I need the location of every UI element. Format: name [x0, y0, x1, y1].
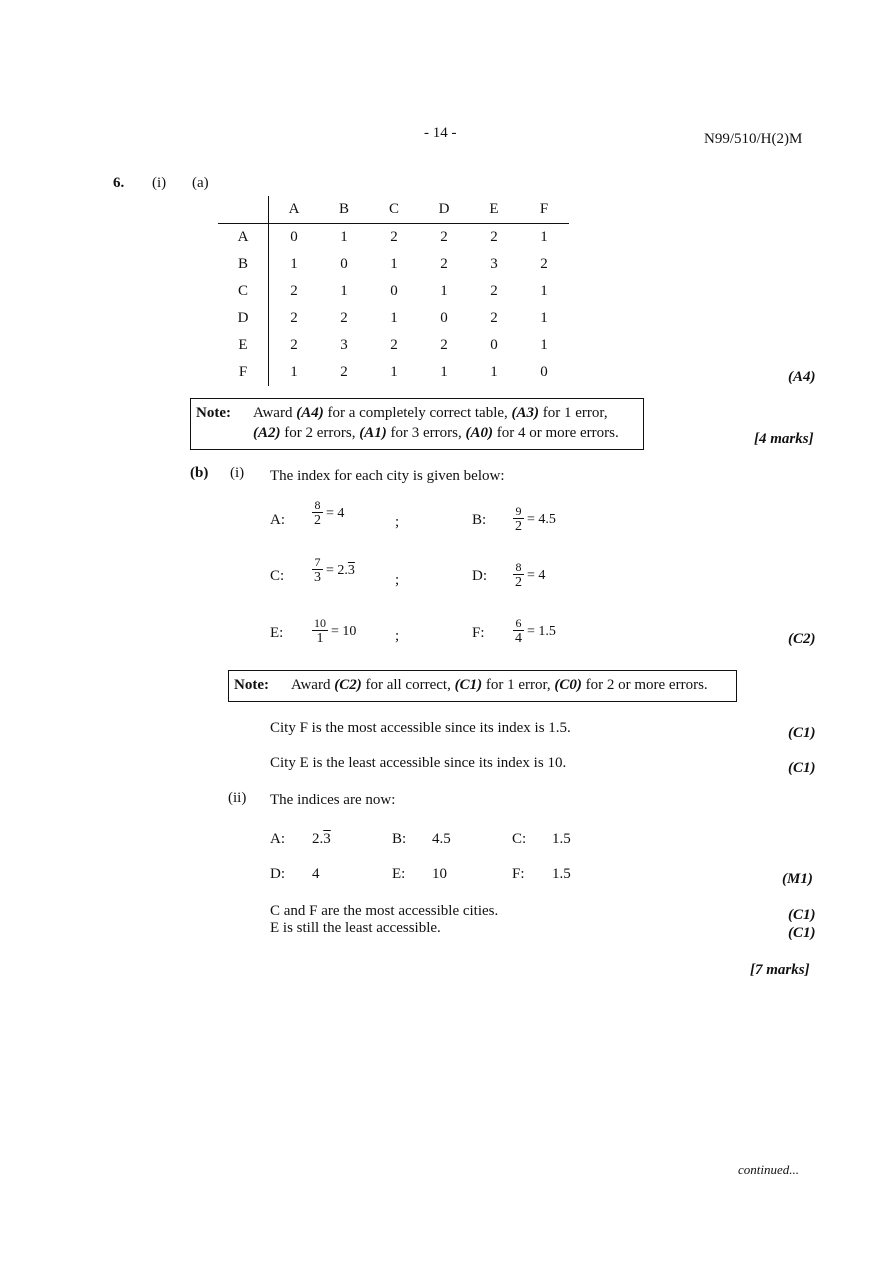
- note-table-marking: [190, 398, 644, 450]
- table-cell: 2: [290, 337, 298, 353]
- new-index-value: 4.5: [432, 831, 451, 847]
- note-text: for 4 or more errors.: [492, 425, 619, 441]
- fraction-numerator: 7: [314, 555, 321, 569]
- table-col-header: E: [469, 196, 519, 224]
- table-cell: 1: [440, 364, 448, 380]
- document-code: N99/510/H(2)M: [704, 131, 803, 147]
- table-cell: 1: [290, 256, 298, 272]
- table-col-header: C: [369, 196, 419, 224]
- table-cell: 1: [440, 283, 448, 299]
- note-text: Award: [253, 405, 297, 421]
- fraction-result: = 4: [326, 505, 345, 521]
- index-city-label: A:: [270, 512, 285, 528]
- new-index-value: [312, 831, 331, 848]
- table-cell: 2: [490, 310, 498, 326]
- new-index-city: D:: [270, 866, 285, 882]
- table-cell: 2: [440, 256, 448, 272]
- index-fraction-c: [312, 556, 355, 585]
- part-ii-label: (ii): [228, 790, 247, 806]
- note-text: for 3 errors,: [386, 425, 466, 441]
- mark-c1-c: (C1): [788, 907, 816, 923]
- fraction-recurring-digit: 3: [347, 562, 355, 578]
- note-mark: (A2): [253, 425, 281, 441]
- fraction-result: = 10: [331, 623, 357, 639]
- note-mark: (A0): [465, 425, 493, 441]
- note-text: Award: [291, 677, 335, 693]
- conclusion-least-accessible: City E is the least accessible since its index is 10.: [270, 755, 567, 771]
- mark-c1-most: (C1): [788, 725, 816, 741]
- table-cell: 1: [390, 364, 398, 380]
- table-cell: 0: [290, 229, 298, 245]
- table-cell: 1: [540, 310, 548, 326]
- new-index-city: F:: [512, 866, 525, 882]
- mark-four-marks: [4 marks]: [754, 431, 814, 447]
- table-col-header: B: [319, 196, 369, 224]
- fraction-denominator: 2: [314, 513, 321, 528]
- fraction-denominator: 4: [515, 631, 522, 646]
- index-separator: ;: [395, 514, 400, 530]
- part-b-intro: The index for each city is given below:: [270, 468, 505, 484]
- note-line-2: [253, 423, 619, 443]
- new-index-value: 10: [432, 866, 447, 882]
- note-mark: (C2): [334, 677, 362, 693]
- index-city-label: D:: [472, 568, 487, 584]
- value-text: 2.: [312, 831, 324, 847]
- table-cell: 1: [490, 364, 498, 380]
- note-line: [291, 675, 708, 695]
- table-row-header: E: [218, 332, 269, 359]
- note-mark: (A3): [511, 405, 540, 421]
- index-fraction-b: [513, 505, 556, 534]
- table-cell: 0: [440, 310, 448, 326]
- part-ii-intro: The indices are now:: [270, 792, 396, 808]
- note-mark: (C1): [454, 677, 483, 693]
- index-fraction-e: [312, 617, 356, 646]
- index-fraction-a: [312, 499, 344, 528]
- note-label: Note:: [234, 677, 269, 693]
- conclusion-most-accessible: City F is the most accessible since its index is 1.5.: [270, 720, 571, 736]
- part-ii-conclusion-most: C and F are the most accessible cities.: [270, 903, 499, 919]
- table-cell: 2: [390, 337, 398, 353]
- table-row-header: C: [218, 278, 269, 305]
- table-corner: [218, 196, 269, 224]
- table-cell: 1: [390, 310, 398, 326]
- note-text: for 2 or more errors.: [581, 677, 708, 693]
- table-cell: 0: [390, 283, 398, 299]
- fraction-denominator: 1: [316, 631, 324, 646]
- table-cell: 1: [540, 229, 548, 245]
- table-cell: 1: [340, 229, 348, 245]
- table-cell: 1: [390, 256, 398, 272]
- table-cell: 2: [290, 310, 298, 326]
- table-row: [218, 278, 569, 305]
- index-fraction-d: [513, 561, 545, 590]
- table-cell: 2: [390, 229, 398, 245]
- question-number: 6.: [113, 175, 125, 191]
- mark-m1: (M1): [782, 871, 813, 887]
- note-text: for a completely correct table,: [323, 405, 512, 421]
- table-cell: 1: [290, 364, 298, 380]
- fraction-numerator: 9: [515, 504, 522, 518]
- index-separator: ;: [395, 628, 400, 644]
- part-b-sub-i: (i): [230, 465, 245, 481]
- table-cell: 1: [540, 337, 548, 353]
- fraction-denominator: 3: [314, 570, 321, 585]
- note-text: for all correct,: [361, 677, 455, 693]
- note-text: for 1 error,: [482, 677, 555, 693]
- table-cell: 3: [340, 337, 348, 353]
- table-row: [218, 359, 569, 386]
- fraction-denominator: 2: [515, 575, 522, 590]
- table-cell: 2: [440, 337, 448, 353]
- index-separator: ;: [395, 572, 400, 588]
- table-row: [218, 332, 569, 359]
- distance-table: [218, 196, 569, 386]
- fraction-numerator: 8: [314, 498, 321, 512]
- table-cell: 0: [540, 364, 548, 380]
- table-cell: 2: [490, 283, 498, 299]
- table-cell: 3: [490, 256, 498, 272]
- table-cell: 2: [340, 364, 348, 380]
- index-city-label: C:: [270, 568, 285, 584]
- mark-c2: (C2): [788, 631, 816, 647]
- table-cell: 2: [340, 310, 348, 326]
- note-line-1: [253, 403, 608, 423]
- fraction-result: = 4.5: [527, 511, 556, 527]
- table-col-header: F: [519, 196, 569, 224]
- table-row: [218, 305, 569, 332]
- table-cell: 0: [340, 256, 348, 272]
- value-recurring-digit: 3: [323, 831, 331, 847]
- new-index-value: 1.5: [552, 866, 571, 882]
- note-index-marking: [228, 670, 737, 702]
- mark-c1-least: (C1): [788, 760, 816, 776]
- new-index-city: B:: [392, 831, 407, 847]
- table-cell: 2: [540, 256, 548, 272]
- fraction-result: = 4: [527, 567, 546, 583]
- table-col-header: A: [269, 196, 320, 224]
- index-city-label: E:: [270, 625, 284, 641]
- table-row-header: B: [218, 251, 269, 278]
- table-row: [218, 251, 569, 278]
- mark-c1-d: (C1): [788, 925, 816, 941]
- table-col-header: D: [419, 196, 469, 224]
- index-city-label: F:: [472, 625, 485, 641]
- table-cell: 1: [340, 283, 348, 299]
- fraction-result: = 2.: [326, 562, 348, 578]
- table-cell: 2: [440, 229, 448, 245]
- table-row: [218, 224, 569, 252]
- question-subpart: (a): [192, 175, 209, 191]
- index-fraction-f: [513, 617, 556, 646]
- page-number: - 14 -: [424, 125, 457, 141]
- table-row-header: F: [218, 359, 269, 386]
- new-index-value: 1.5: [552, 831, 571, 847]
- part-ii-conclusion-least: E is still the least accessible.: [270, 920, 441, 936]
- table-cell: 2: [290, 283, 298, 299]
- fraction-numerator: 8: [515, 560, 522, 574]
- mark-seven-marks: [7 marks]: [750, 962, 810, 978]
- note-mark: (A4): [296, 405, 324, 421]
- new-index-city: C:: [512, 831, 527, 847]
- fraction-result: = 1.5: [527, 623, 556, 639]
- new-index-city: A:: [270, 831, 285, 847]
- part-b-label: (b): [190, 465, 209, 481]
- fraction-numerator: 6: [515, 616, 522, 630]
- note-mark: (C0): [554, 677, 582, 693]
- table-cell: 1: [540, 283, 548, 299]
- question-part: (i): [152, 175, 167, 191]
- table-cell: 0: [490, 337, 498, 353]
- table-row-header: A: [218, 224, 269, 252]
- new-index-value: 4: [312, 866, 320, 882]
- continued-note: continued...: [738, 1162, 800, 1177]
- note-text: for 1 error,: [539, 405, 608, 421]
- mark-a4: (A4): [788, 369, 816, 385]
- table-cell: 2: [490, 229, 498, 245]
- note-text: for 2 errors,: [280, 425, 360, 441]
- table-row-header: D: [218, 305, 269, 332]
- index-city-label: B:: [472, 512, 487, 528]
- note-mark: (A1): [359, 425, 387, 441]
- note-label: Note:: [196, 405, 231, 421]
- fraction-numerator: 10: [314, 616, 326, 630]
- fraction-denominator: 2: [515, 519, 522, 534]
- new-index-city: E:: [392, 866, 406, 882]
